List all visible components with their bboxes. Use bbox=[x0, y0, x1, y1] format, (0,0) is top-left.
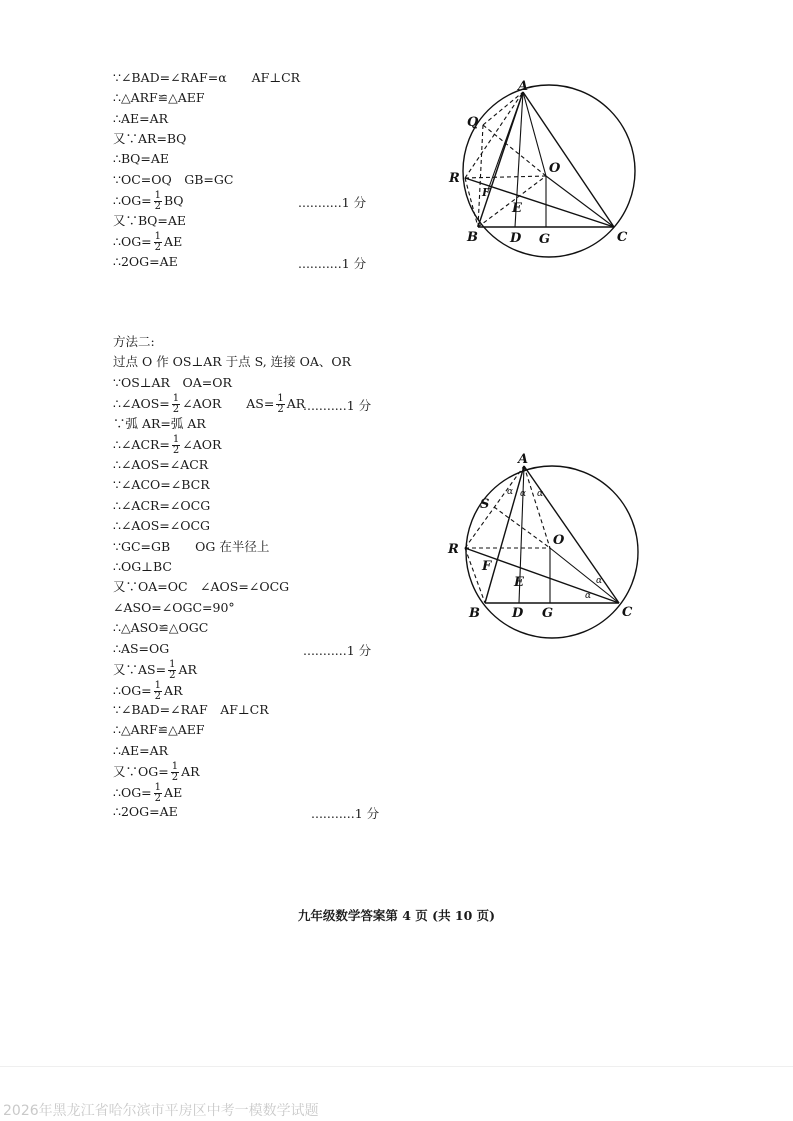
proof-line: 又∵AS= $\frac{1}{2}$ AR bbox=[113, 659, 197, 681]
geometry-figure-2 bbox=[443, 447, 645, 639]
fraction: $\frac{1}{2}$ bbox=[154, 190, 162, 212]
proof-line: ∵GC=GB OG 在半径上 bbox=[113, 539, 270, 554]
watermark-title: 2026年黑龙江省哈尔滨市平房区中考一模数学试题 bbox=[3, 1103, 319, 1119]
proof-line: ∴∠AOS=∠OCG bbox=[113, 518, 211, 533]
proof-line: ∴OG= $\frac{1}{2}$ AE bbox=[113, 782, 183, 804]
proof-line: ∴AE=AR bbox=[113, 111, 169, 126]
fraction: $\frac{1}{2}$ bbox=[172, 434, 180, 456]
proof-line: ∴△ASO≌△OGC bbox=[113, 620, 209, 635]
proof-line: ∴∠ACR=∠OCG bbox=[113, 498, 211, 513]
proof-line: ∵弧 AR=弧 AR bbox=[113, 416, 206, 431]
label-G: G bbox=[542, 606, 554, 621]
label-O: O bbox=[549, 161, 561, 176]
score-mark: ...........1 分 bbox=[298, 195, 367, 210]
method-title: 方法二: bbox=[113, 334, 155, 349]
label-E: E bbox=[512, 201, 522, 216]
label-Q: Q bbox=[467, 115, 479, 130]
label-F: F bbox=[482, 186, 490, 199]
score-mark: ...........1 分 bbox=[303, 398, 372, 413]
label-C: C bbox=[617, 230, 628, 245]
proof-line: ∴△ARF≌△AEF bbox=[113, 90, 205, 105]
label-B: B bbox=[467, 230, 478, 245]
label-F: F bbox=[482, 559, 492, 574]
fraction: $\frac{1}{2}$ bbox=[154, 782, 162, 804]
fraction: $\frac{1}{2}$ bbox=[154, 680, 162, 702]
fraction: $\frac{1}{2}$ bbox=[277, 393, 284, 415]
proof-line: ∴∠AOS= $\frac{1}{2}$ ∠AOR AS= $\frac{1}{2}$ AR bbox=[113, 393, 306, 415]
proof-line: ∴△ARF≌△AEF bbox=[113, 722, 205, 737]
proof-line: ∴OG⊥BC bbox=[113, 559, 172, 574]
geometry-figure-1 bbox=[445, 78, 645, 263]
label-G: G bbox=[539, 232, 551, 247]
angle-mark-alpha: α bbox=[585, 591, 592, 601]
label-C: C bbox=[622, 605, 633, 620]
fraction: $\frac{1}{2}$ bbox=[169, 659, 176, 681]
proof-line: ∴∠AOS=∠ACR bbox=[113, 457, 209, 472]
proof-line: ∴OG= $\frac{1}{2}$ AR bbox=[113, 680, 183, 702]
fraction: $\frac{1}{2}$ bbox=[154, 231, 162, 253]
proof-line: ∴OG= $\frac{1}{2}$ BQ bbox=[113, 190, 184, 212]
label-B: B bbox=[469, 606, 480, 621]
angle-mark-alpha: α bbox=[520, 489, 527, 499]
label-D: D bbox=[512, 606, 524, 621]
label-D: D bbox=[510, 231, 522, 246]
proof-line: 又∵OA=OC ∠AOS=∠OCG bbox=[113, 579, 290, 594]
proof-line: ∴2OG=AE bbox=[113, 804, 178, 819]
proof-line: 又∵BQ=AE bbox=[113, 213, 187, 228]
score-mark: ...........1 分 bbox=[303, 643, 372, 658]
angle-mark-alpha: α bbox=[537, 489, 544, 499]
label-R: R bbox=[449, 171, 460, 186]
label-A: A bbox=[518, 452, 529, 467]
proof-line: ∴2OG=AE bbox=[113, 254, 178, 269]
score-mark: ...........1 分 bbox=[311, 806, 380, 821]
proof-line: ∵OS⊥AR OA=OR bbox=[113, 375, 232, 390]
proof-line: ∴AE=AR bbox=[113, 743, 169, 758]
proof-line: ∵∠BAD=∠RAF AF⊥CR bbox=[113, 702, 269, 717]
proof-line: ∴AS=OG bbox=[113, 641, 170, 656]
angle-mark-alpha: α bbox=[507, 487, 514, 497]
angle-mark-alpha: α bbox=[596, 576, 603, 586]
proof-line: ∵∠ACO=∠BCR bbox=[113, 477, 210, 492]
divider bbox=[0, 1066, 793, 1067]
label-S: S bbox=[480, 497, 490, 512]
page-number-footer: 九年级数学答案第 4 页 (共 10 页) bbox=[297, 908, 496, 923]
proof-line: 过点 O 作 OS⊥AR 于点 S, 连接 OA、OR bbox=[113, 354, 352, 369]
proof-line: ∵OC=OQ GB=GC bbox=[113, 172, 234, 187]
proof-line: 又∵OG= $\frac{1}{2}$ AR bbox=[113, 761, 200, 783]
label-E: E bbox=[514, 575, 524, 590]
label-R: R bbox=[448, 542, 459, 557]
proof-line: ∴OG= $\frac{1}{2}$ AE bbox=[113, 231, 183, 253]
proof-line: ∴BQ=AE bbox=[113, 151, 170, 166]
proof-line: 又∵AR=BQ bbox=[113, 131, 187, 146]
proof-line: ∴∠ACR= $\frac{1}{2}$ ∠AOR bbox=[113, 434, 222, 456]
proof-line: ∠ASO=∠OGC=90° bbox=[113, 600, 235, 615]
score-mark: ...........1 分 bbox=[298, 256, 367, 271]
label-O: O bbox=[553, 533, 565, 548]
proof-line: ∵∠BAD=∠RAF=α AF⊥CR bbox=[113, 70, 301, 85]
label-A: A bbox=[518, 79, 529, 94]
fraction: $\frac{1}{2}$ bbox=[171, 761, 179, 783]
fraction: $\frac{1}{2}$ bbox=[172, 393, 180, 415]
